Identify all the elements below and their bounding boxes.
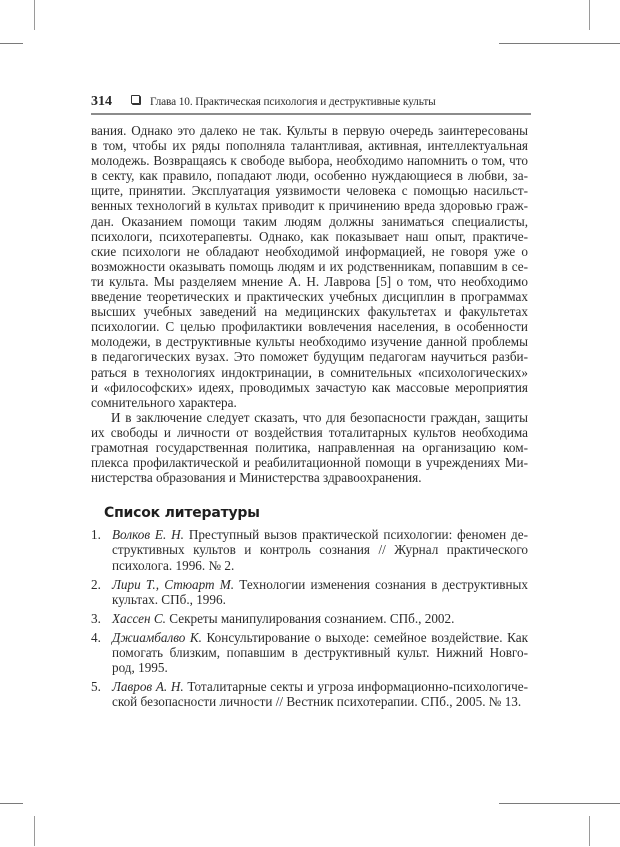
text-line: введение теоретических и практических учебных дисциплин в программах <box>91 289 528 305</box>
text-line: венных технологий в культах приводит к причинению вреда здоровью граж- <box>91 198 528 214</box>
page-content <box>91 123 528 713</box>
reference-line: помогать близким, попавшим в деструктивный культ. Нижний Новго- <box>112 645 528 660</box>
reference-line <box>112 527 528 542</box>
paragraph-2 <box>91 410 528 485</box>
references-heading: Список литературы <box>104 505 260 522</box>
reference-item <box>91 611 528 626</box>
crop-mark-top-left-horizontal <box>0 43 23 44</box>
text-line: в том, чтобы их ряды пополняла талантливая, активная, интеллектуальная <box>91 138 528 154</box>
text-line: в педагогических вузах. Это поможет будущим педагогам научиться разби- <box>91 349 528 365</box>
reference-author: Лири Т., Стюарт М. <box>112 576 235 592</box>
text-line: раться в технологиях индоктринации, в сомнительных «психологических» <box>91 364 528 380</box>
square-bullet-icon <box>131 95 140 104</box>
reference-line <box>112 577 528 592</box>
running-title: Глава 10. Практическая психология и деструктивные культы <box>150 96 436 108</box>
reference-text <box>112 577 528 607</box>
text-line: молодежи, в деструктивные культы необходимо изучение данной проблемы <box>91 334 528 350</box>
paragraph-1 <box>91 123 528 410</box>
reference-line <box>112 630 528 645</box>
reference-number: 4. <box>91 629 101 645</box>
page-number: 314 <box>91 94 112 109</box>
reference-text <box>112 611 528 626</box>
crop-mark-bottom-right-vertical <box>589 816 590 846</box>
reference-author: Лавров А. Н. <box>112 679 184 695</box>
reference-item <box>91 527 528 572</box>
reference-number: 1. <box>91 527 101 543</box>
reference-title: Секреты манипулирования сознанием. СПб., 2002. <box>165 610 455 626</box>
reference-author: Джиамбалво К. <box>112 629 202 645</box>
reference-line: структивных культов и контроль сознания // Журнал практического <box>112 542 528 558</box>
reference-number: 2. <box>91 576 101 592</box>
text-line: возможности оказывать помощь людям и их родственникам, попавшим в се- <box>91 258 528 274</box>
text-line: ские психологи не обладают необходимой информацией, не говоря уже о <box>91 243 528 259</box>
text-line: психологи, психотерапевты. Однако, как показывает наш опыт, практиче- <box>91 228 528 244</box>
reference-line: ской безопасности личности // Вестник психотерапии. СПб., 2005. № 13. <box>112 694 522 710</box>
reference-item <box>91 577 528 607</box>
reference-text <box>112 527 528 572</box>
crop-mark-bottom-right-horizontal <box>499 803 620 804</box>
text-line: нистерства образования и Министерства здравоохранения. <box>91 470 422 486</box>
reference-author: Хассен С. <box>112 610 166 626</box>
reference-line: род, 1995. <box>112 660 168 676</box>
reference-title: Технологии изменения сознания в деструктивных <box>234 576 528 592</box>
crop-mark-bottom-left-vertical <box>34 816 35 846</box>
text-line: молодежь. Возвращаясь к свободе выбора, необходимо напомнить о том, что <box>91 153 528 169</box>
reference-title: Тоталитарные секты и угроза информационно-психологиче- <box>183 679 528 695</box>
text-line: щите, принятии. Эксплуатация уязвимости человека с помощью насильст- <box>91 183 528 199</box>
crop-mark-top-left-vertical <box>34 0 35 30</box>
text-line: плекса профилактической и реабилитационной помощи в учреждениях Ми- <box>91 455 528 471</box>
reference-item <box>91 630 528 675</box>
text-line: и «философских» идеях, проводимых зачастую как массовые мероприятия <box>91 379 528 395</box>
reference-line: психолога. 1996. № 2. <box>112 557 235 573</box>
text-line: высших учебных заведений на медицинских факультетах и факультетах <box>91 304 528 320</box>
reference-item <box>91 679 528 709</box>
text-line: грамотная государственная политика, направленная на организацию ком- <box>91 439 528 455</box>
references-list <box>91 527 528 709</box>
text-line: вания. Однако это далеко не так. Культы в первую очередь заинтересованы <box>91 123 528 138</box>
reference-text <box>112 679 528 709</box>
text-line: их свободы и личности от воздействия тоталитарных культов необходима <box>91 424 528 440</box>
text-line: дан. Оказанием помощи таким людям должны заниматься специалисты, <box>91 213 528 229</box>
reference-number: 5. <box>91 679 101 695</box>
text-line: И в заключение следует сказать, что для безопасности граждан, защиты <box>111 409 528 425</box>
reference-title: Преступный вызов практической психологии: феномен де- <box>183 527 528 543</box>
reference-line <box>112 679 528 694</box>
reference-title: Консультирование о выходе: семейное воздействие. Как <box>201 629 528 645</box>
running-header <box>91 94 535 110</box>
text-line: ти культа. Мы разделяем мнение А. Н. Лаврова [5] о том, что необходимо <box>91 273 528 289</box>
text-line: сомнительного характера. <box>91 394 237 410</box>
crop-mark-bottom-left-horizontal <box>0 803 23 804</box>
text-line: психологии. С целью профилактики вовлечения населения, в особенности <box>91 319 528 335</box>
reference-text <box>112 630 528 675</box>
reference-author: Волков Е. Н. <box>112 527 184 543</box>
header-rule <box>91 113 531 115</box>
reference-number: 3. <box>91 610 101 626</box>
reference-line: культах. СПб., 1996. <box>112 591 226 607</box>
crop-mark-top-right-vertical <box>589 0 590 30</box>
reference-line <box>112 611 528 626</box>
text-line: в секту, как правило, попадают люди, особенно нуждающиеся в любви, за- <box>91 168 528 184</box>
crop-mark-top-right-horizontal <box>499 43 620 44</box>
